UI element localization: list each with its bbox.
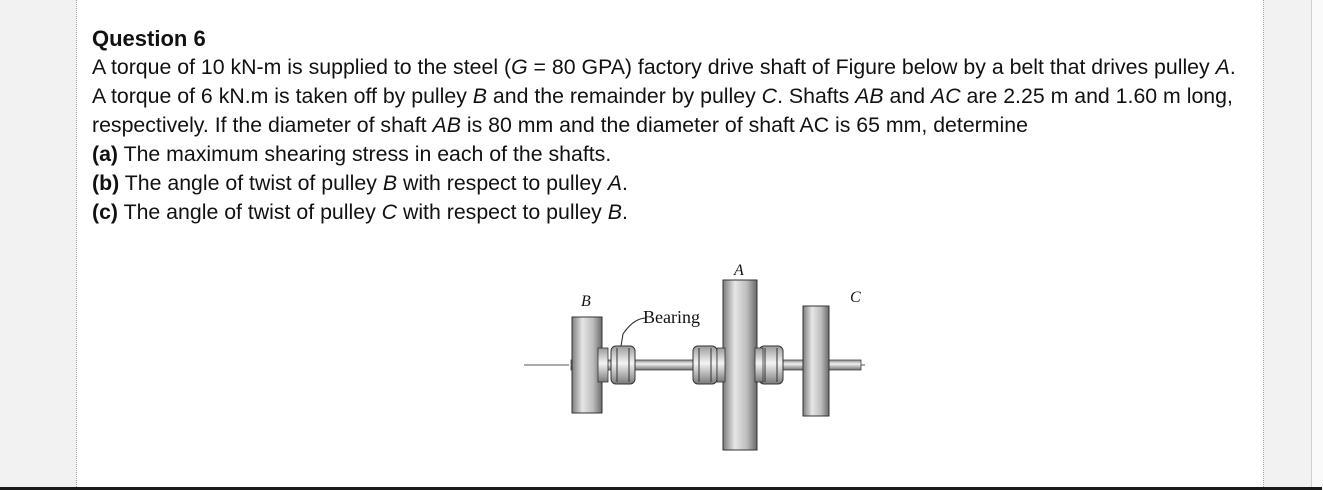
part-text: with respect to pulley xyxy=(397,171,608,195)
label-a: A xyxy=(734,262,744,279)
label-c: C xyxy=(850,289,861,306)
symbol-ab: AB xyxy=(855,84,884,108)
symbol-g: G xyxy=(511,55,528,79)
scrollbar[interactable] xyxy=(1311,0,1323,487)
symbol-c: C xyxy=(381,200,398,224)
shaft-figure xyxy=(447,256,861,456)
symbol-b: B xyxy=(472,84,488,108)
pulley-b xyxy=(572,317,608,413)
part-label: (b) xyxy=(92,171,120,195)
symbol-b: B xyxy=(607,200,622,224)
part-text: . xyxy=(621,200,628,224)
body-text: and xyxy=(883,84,931,108)
part-label: (c) xyxy=(92,200,119,224)
symbol-ac: AC xyxy=(931,84,961,108)
part-a xyxy=(92,140,1252,169)
bearing-2 xyxy=(693,346,717,384)
part-text: The angle of twist of pulley xyxy=(118,200,382,224)
body-text: is 80 mm and the diameter of shaft AC is 65 mm, determine xyxy=(460,113,1028,137)
part-text: with respect to pulley xyxy=(397,200,608,224)
pulley-c xyxy=(803,306,829,416)
pulley-a xyxy=(717,280,763,450)
part-c xyxy=(92,198,1252,227)
label-bearing: Bearing xyxy=(643,307,700,327)
part-text: The maximum shearing stress in each of the shafts. xyxy=(118,142,612,166)
question-content xyxy=(92,24,1252,227)
body-text: A torque of 10 kN-m is supplied to the steel ( xyxy=(92,55,512,79)
bearing-leader-line xyxy=(621,318,645,346)
symbol-a: A xyxy=(1215,55,1230,79)
part-label: (a) xyxy=(92,142,119,166)
question-title: Question 6 xyxy=(92,26,206,51)
part-b xyxy=(92,169,1252,198)
body-text: are 2.25 m and 1.60 m long, respectively. If the diameter of shaft xyxy=(92,84,1233,137)
question-body xyxy=(92,53,1252,140)
symbol-b: B xyxy=(382,171,398,195)
document-page xyxy=(76,0,1264,487)
part-text: . xyxy=(621,171,628,195)
body-text: and the remainder by pulley xyxy=(487,84,762,108)
bearing-1 xyxy=(611,346,635,384)
part-text: The angle of twist of pulley xyxy=(119,171,383,195)
symbol-c: C xyxy=(761,84,778,108)
label-b: B xyxy=(581,293,591,310)
body-text: . A torque of 6 kN.m is taken off by pulley xyxy=(92,55,1236,108)
symbol-ab: AB xyxy=(432,113,461,137)
symbol-a: A xyxy=(607,171,622,195)
shaft-diagram xyxy=(447,256,861,456)
body-text: . Shafts xyxy=(777,84,856,108)
body-text: = 80 GPA) factory drive shaft of Figure below by a belt that drives pulley xyxy=(527,55,1216,79)
